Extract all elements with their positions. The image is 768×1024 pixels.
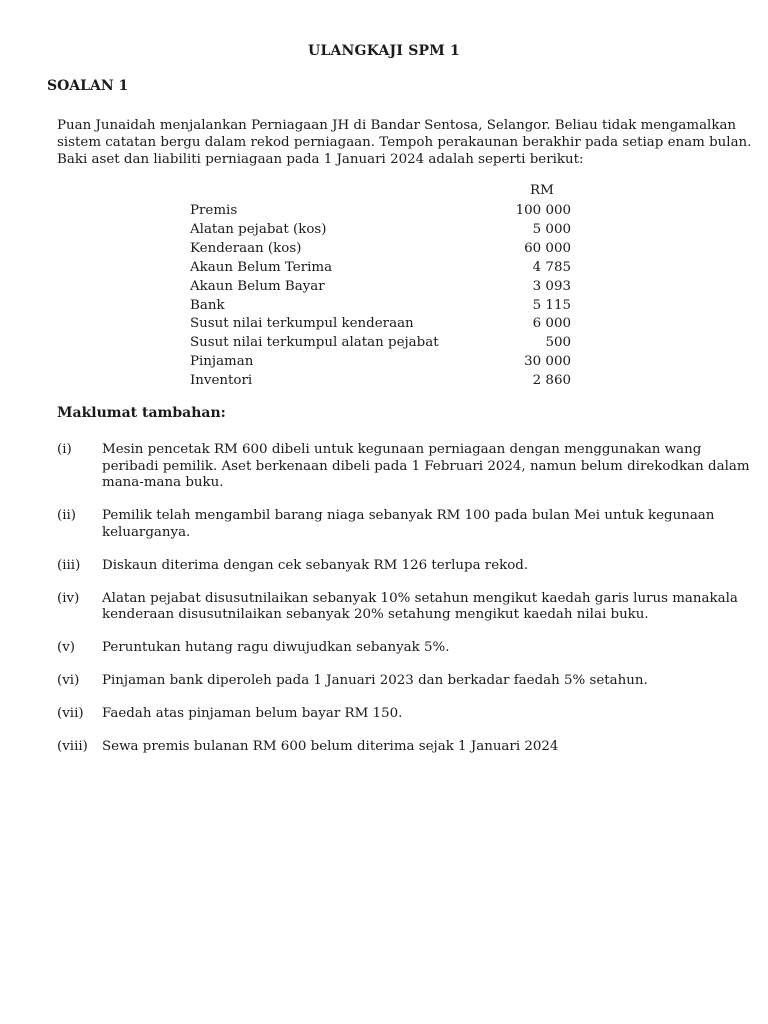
info-item-line: mana-mana buku. — [102, 475, 224, 490]
balance-label: Susut nilai terkumpul kenderaan — [190, 316, 414, 332]
info-item-number: (v) — [57, 640, 76, 655]
balance-amount: 6 000 — [532, 316, 571, 332]
balance-row — [190, 202, 571, 221]
balance-amount: 30 000 — [524, 354, 571, 370]
balance-amount: 4 785 — [532, 259, 571, 275]
balance-amount: 100 000 — [515, 203, 571, 218]
additional-info-heading: Maklumat tambahan: — [57, 405, 226, 421]
balance-amount: 5 000 — [532, 221, 571, 237]
info-item-text — [102, 640, 717, 657]
balance-label: Alatan pejabat (kos) — [190, 221, 327, 237]
info-item — [57, 640, 717, 657]
info-item-text — [102, 442, 750, 492]
balance-amount: 5 115 — [532, 297, 571, 313]
info-item-number: (viii) — [57, 739, 88, 754]
info-item-number: (iv) — [57, 590, 80, 606]
info-item — [57, 508, 717, 541]
info-item — [57, 673, 717, 690]
balance-label: Bank — [190, 297, 225, 313]
question-heading: SOALAN 1 — [47, 78, 129, 94]
balance-label: Akaun Belum Terima — [190, 259, 333, 275]
balance-row — [190, 297, 571, 316]
info-item-line: Peruntukan hutang ragu diwujudkan sebanyak 5%. — [102, 640, 450, 655]
balance-label: Susut nilai terkumpul alatan pejabat — [190, 335, 439, 351]
intro-line: sistem catatan bergu dalam rekod perniagaan. Tempoh perakaunan berakhir pada setiap enam bulan. — [57, 135, 752, 150]
intro-line: Puan Junaidah menjalankan Perniagaan JH di Bandar Sentosa, Selangor. Beliau tidak mengamalkan — [57, 118, 737, 133]
info-item-text — [102, 591, 738, 624]
currency-header: RM — [530, 183, 554, 198]
info-item — [57, 442, 750, 492]
info-item — [57, 558, 717, 575]
info-item-line: Alatan pejabat disusutnilaikan sebanyak 10% setahun mengikut kaedah garis lurus manakala — [102, 590, 738, 606]
balance-row — [190, 334, 571, 353]
balance-row — [190, 372, 571, 391]
info-item-number: (ii) — [57, 508, 77, 523]
balance-row — [190, 315, 571, 334]
info-item-text — [102, 706, 717, 723]
info-item-line: kenderaan disusutnilaikan sebanyak 20% setahung mengikut kaedah nilai buku. — [102, 607, 649, 622]
balance-label: Akaun Belum Bayar — [190, 278, 325, 294]
info-item-line: Pemilik telah mengambil barang niaga sebanyak RM 100 pada bulan Mei untuk kegunaan — [102, 508, 715, 523]
info-item-line: Sewa premis bulanan RM 600 belum diterima sejak 1 Januari 2024 — [102, 739, 559, 754]
info-item-number: (iii) — [57, 557, 81, 573]
balance-row — [190, 278, 571, 297]
additional-info-list — [57, 442, 750, 772]
info-item-line: Pinjaman bank diperoleh pada 1 Januari 2023 dan berkadar faedah 5% setahun. — [102, 673, 648, 688]
info-item-text — [102, 508, 717, 541]
balance-amount: 3 093 — [532, 278, 571, 294]
balance-row — [190, 221, 571, 240]
info-item-line: peribadi pemilik. Aset berkenaan dibeli pada 1 Februari 2024, namun belum direkodkan dalam — [102, 458, 750, 474]
info-item-text — [102, 739, 717, 756]
balance-row — [190, 240, 571, 259]
balance-row — [190, 353, 571, 372]
intro-line: Baki aset dan liabiliti perniagaan pada 1 Januari 2024 adalah seperti berikut: — [57, 152, 584, 167]
info-item-line: Diskaun diterima dengan cek sebanyak RM 126 terlupa rekod. — [102, 557, 529, 573]
balance-label: Kenderaan (kos) — [190, 240, 302, 256]
info-item — [57, 739, 717, 756]
balance-amount: 2 860 — [532, 373, 571, 389]
info-item-line: Faedah atas pinjaman belum bayar RM 150. — [102, 706, 403, 721]
info-item-text — [102, 558, 717, 575]
balance-amount: 500 — [545, 335, 571, 351]
balance-label: Premis — [190, 203, 238, 218]
page-title: ULANGKAJI SPM 1 — [308, 43, 460, 59]
balance-label: Pinjaman — [190, 354, 254, 370]
info-item-text — [102, 673, 717, 690]
info-item-line: Mesin pencetak RM 600 dibeli untuk kegunaan perniagaan dengan menggunakan wang — [102, 442, 702, 457]
info-item-number: (i) — [57, 442, 72, 457]
intro-paragraph — [57, 117, 752, 168]
info-item-number: (vi) — [57, 673, 80, 688]
info-item-line: keluarganya. — [102, 524, 191, 540]
info-item — [57, 706, 717, 723]
balance-row — [190, 259, 571, 278]
info-item-number: (vii) — [57, 706, 84, 721]
balance-table — [190, 202, 571, 391]
balance-label: Inventori — [190, 373, 253, 389]
info-item — [57, 590, 738, 624]
balance-amount: 60 000 — [524, 240, 571, 256]
